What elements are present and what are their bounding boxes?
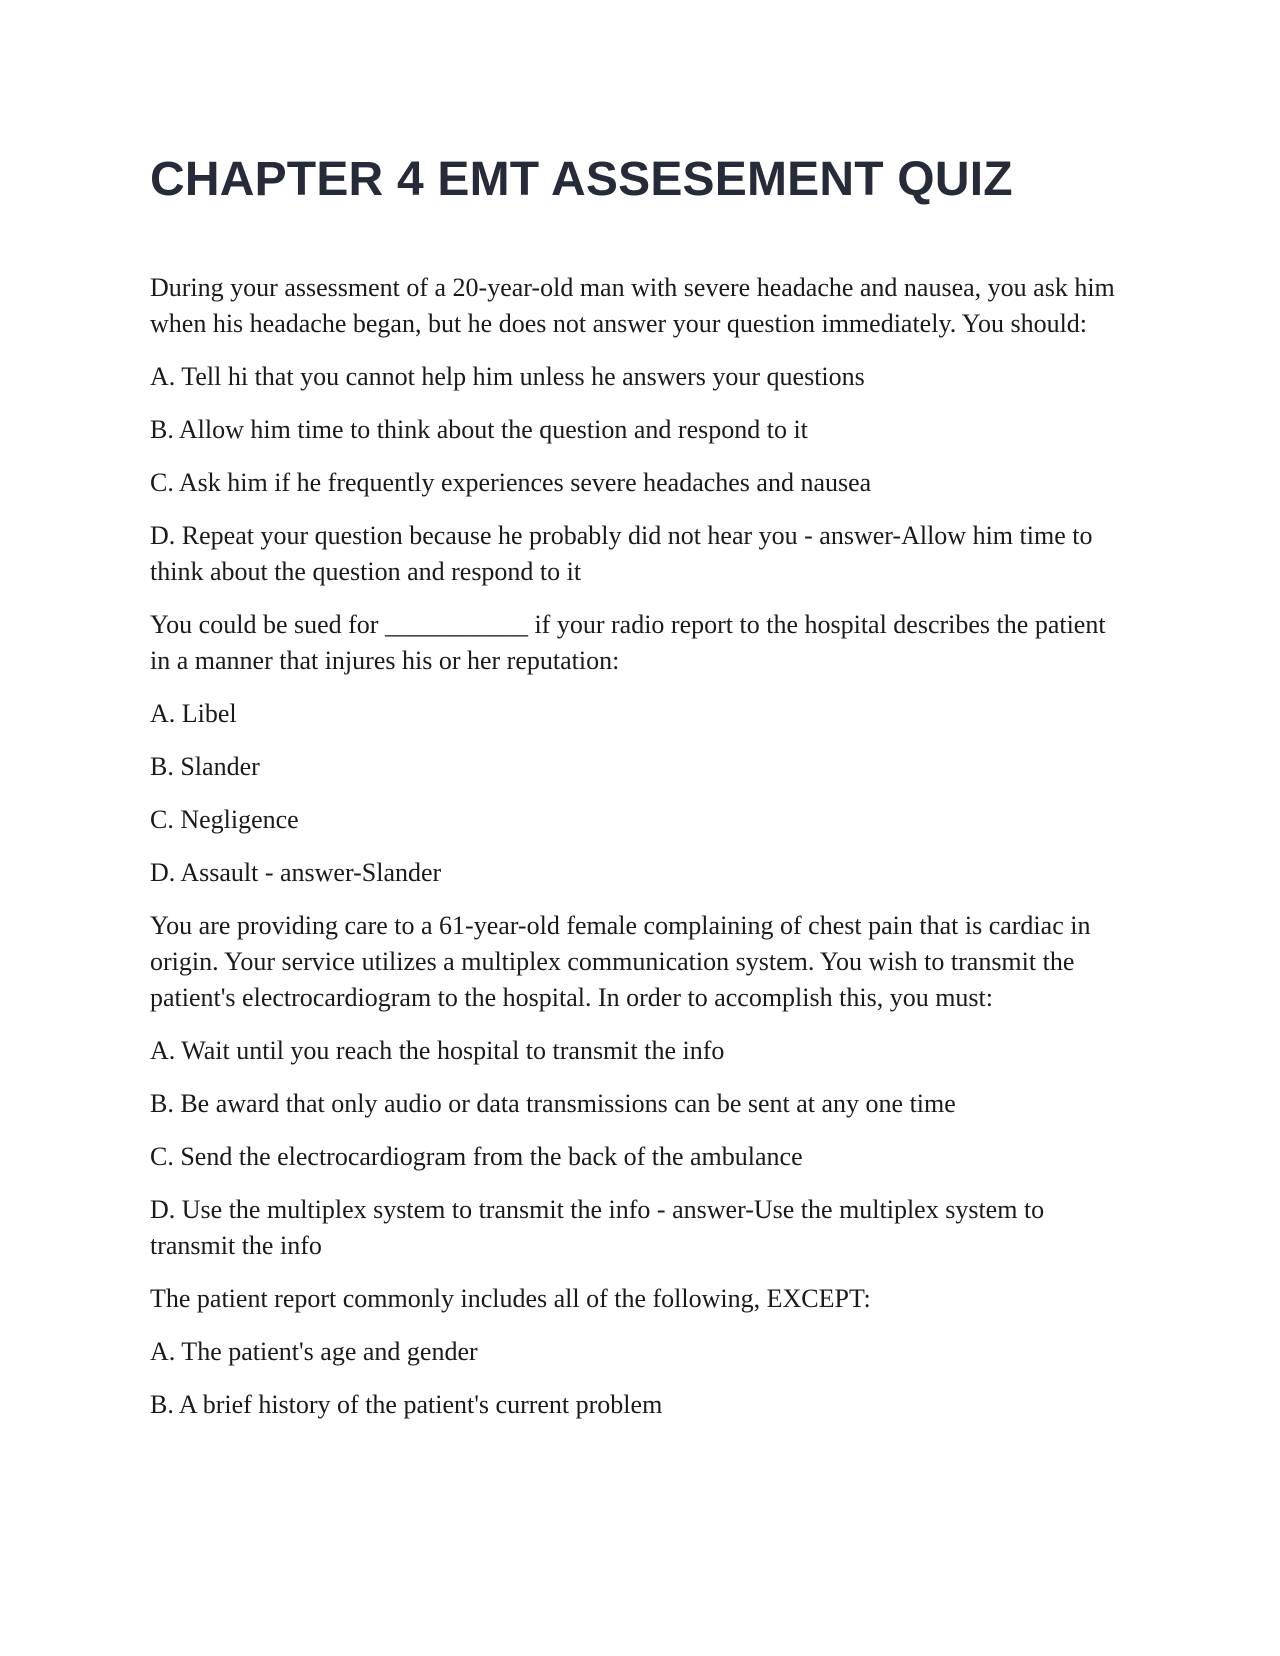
- question-3-option-a: A. Wait until you reach the hospital to transmit the info: [150, 1036, 725, 1065]
- question-4-option-a: A. The patient's age and gender: [150, 1337, 478, 1366]
- question-1-option-c: C. Ask him if he frequently experiences severe headaches and nausea: [150, 468, 872, 497]
- question-2-option-d-answer: D. Assault - answer-Slander: [150, 858, 442, 887]
- question-4-prompt: The patient report commonly includes all of the following, EXCEPT:: [150, 1284, 871, 1313]
- document-title: CHAPTER 4 EMT ASSESEMENT QUIZ: [150, 153, 1013, 206]
- question-1-option-b: B. Allow him time to think about the question and respond to it: [150, 415, 808, 444]
- question-3-option-c: C. Send the electrocardiogram from the back of the ambulance: [150, 1142, 803, 1171]
- question-1-option-d-answer: D. Repeat your question because he probably did not hear you - answer-Allow him time to think about the question and respond to it: [150, 521, 1093, 586]
- question-3-option-b: B. Be award that only audio or data transmissions can be sent at any one time: [150, 1089, 956, 1118]
- question-3-prompt: You are providing care to a 61-year-old female complaining of chest pain that is cardiac in origin. Your service utilizes a multiplex communication system. You wish to transmit the patient's electrocardiogram to the hospital. In order to accomplish this, you must:: [150, 911, 1091, 1012]
- question-2-prompt: You could be sued for ___________ if your radio report to the hospital describes the patient in a manner that injures his or her reputation:: [150, 610, 1106, 675]
- question-1-option-a: A. Tell hi that you cannot help him unless he answers your questions: [150, 362, 865, 391]
- document-body: [150, 150, 1130, 1440]
- question-1-prompt: During your assessment of a 20-year-old man with severe headache and nausea, you ask him when his headache began, but he does not answer your question immediately. You should:: [150, 273, 1115, 338]
- question-2-option-b: B. Slander: [150, 752, 260, 781]
- question-3-option-d-answer: D. Use the multiplex system to transmit the info - answer-Use the multiplex system to transmit the info: [150, 1195, 1045, 1260]
- question-2-option-a: A. Libel: [150, 699, 237, 728]
- question-4-option-b: B. A brief history of the patient's current problem: [150, 1390, 663, 1419]
- question-2-option-c: C. Negligence: [150, 805, 299, 834]
